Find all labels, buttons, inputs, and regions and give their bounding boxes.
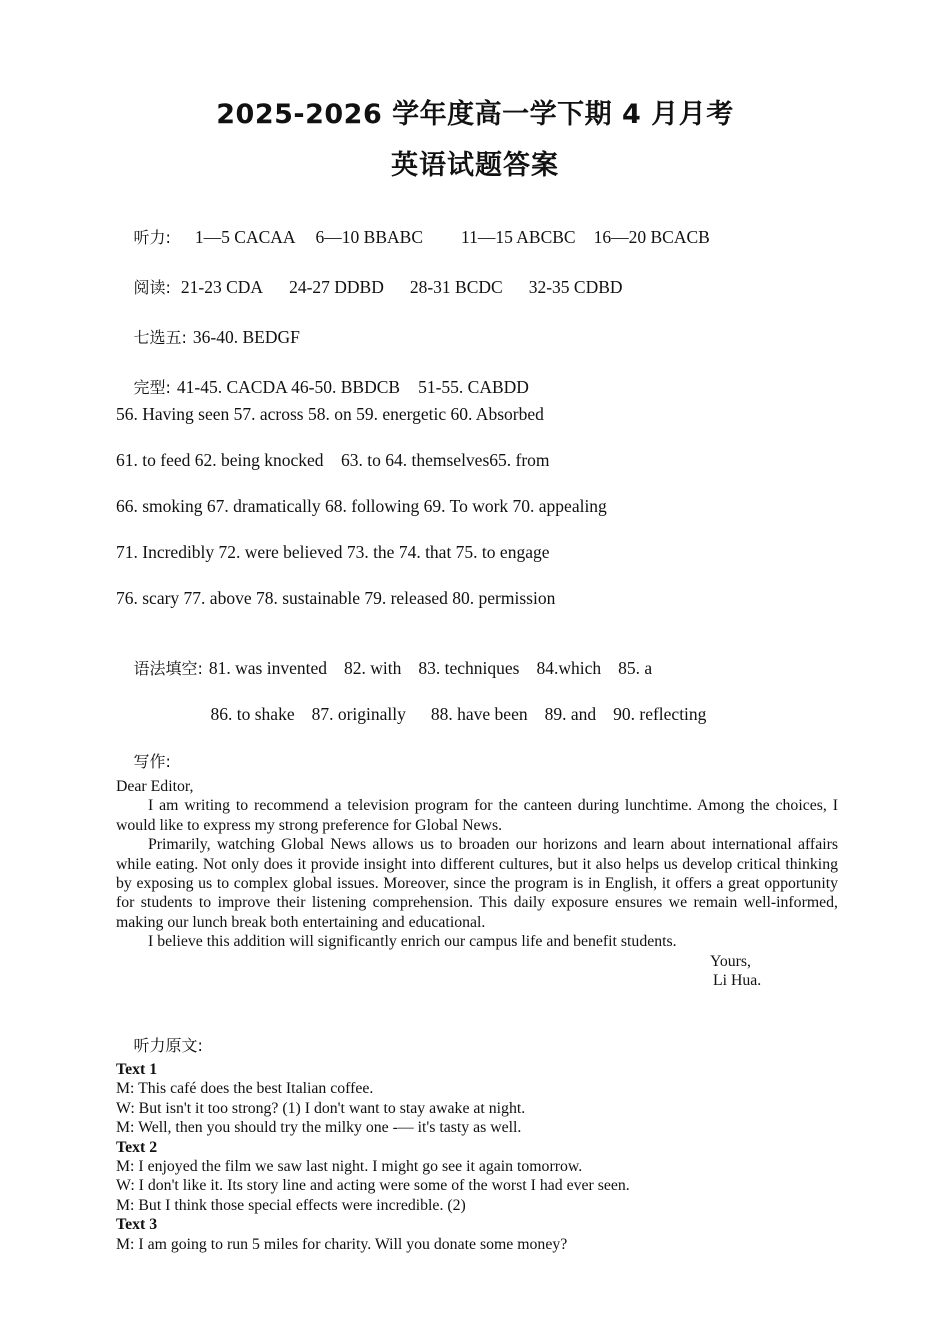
letter-salutation: Dear Editor,	[116, 778, 194, 795]
answer-item: 86. to shake	[210, 704, 295, 724]
answer-group: 11—15 ABCBC	[461, 227, 576, 247]
answer-group: 51-55. CABDD	[418, 377, 529, 397]
fill-answers-line: 71. Incredibly 72. were believed 73. the 74. that 75. to engage	[116, 542, 550, 562]
answer-item: 87. originally	[311, 704, 406, 724]
answer-item: 82. with	[344, 658, 402, 678]
writing-letter	[116, 777, 838, 990]
answer-group: 6—10 BBABC	[315, 227, 423, 247]
listening-label: 听力:	[133, 228, 171, 247]
answer-item: 83. techniques	[418, 658, 520, 678]
fill-answers-line: 61. to feed 62. being knocked 63. to 64. themselves65. from	[116, 450, 550, 470]
grammar-label: 语法填空:	[133, 659, 203, 678]
answer-item: 85. a	[618, 658, 653, 678]
dialogue-line: M: Well, then you should try the milky one -— it's tasty as well.	[116, 1119, 522, 1137]
letter-signature: Li Hua.	[713, 972, 762, 990]
answer-item: 84.which	[536, 658, 602, 678]
answer-group: 24-27 DDBD	[289, 277, 384, 297]
dialogue-line: W: But isn't it too strong? (1) I don't want to stay awake at night.	[116, 1099, 526, 1117]
answer-group: 1—5 CACAA	[194, 227, 296, 247]
reading-label: 阅读:	[133, 278, 171, 297]
letter-paragraph: I believe this addition will significantly enrich our campus life and benefit students.	[148, 933, 677, 951]
answer-group: 36-40. BEDGF	[192, 327, 300, 347]
text-heading: Text 2	[116, 1138, 158, 1156]
answer-group: 41-45. CACDA 46-50. BBDCB	[176, 377, 401, 397]
page-title: 2025-2026 学年度高一学下期 4 月月考	[216, 99, 734, 130]
text-heading: Text 1	[116, 1061, 158, 1078]
answer-group: 32-35 CDBD	[528, 277, 623, 297]
listening-script	[116, 1060, 838, 1254]
dialogue-line: W: I don't like it. Its story line and acting were some of the worst I had ever seen.	[116, 1177, 630, 1195]
answer-item: 81. was invented	[208, 658, 328, 678]
cloze-label: 完型:	[133, 378, 171, 397]
dialogue-line: M: This café does the best Italian coffee.	[116, 1080, 374, 1098]
answer-group: 16—20 BCACB	[593, 227, 710, 247]
page-subtitle: 英语试题答案	[391, 150, 559, 181]
letter-closing: Yours,	[710, 952, 751, 970]
text-heading: Text 3	[116, 1216, 158, 1234]
grammar-answers-row-2	[193, 683, 706, 746]
dialogue-line: M: I enjoyed the film we saw last night. I might go see it again tomorrow.	[116, 1158, 583, 1176]
fill-answers-line: 56. Having seen 57. across 58. on 59. energetic 60. Absorbed	[116, 404, 544, 424]
answer-group: 21-23 CDA	[180, 277, 264, 297]
letter-paragraph: I am writing to recommend a television program for the canteen during lunchtime. Among the choices, I would like to express my strong preference for Global News.	[116, 797, 838, 834]
answer-item: 89. and	[544, 704, 597, 724]
writing-label: 写作:	[133, 752, 171, 771]
answer-item: 88. have been	[430, 704, 528, 724]
answer-group: 28-31 BCDC	[409, 277, 503, 297]
script-label: 听力原文:	[133, 1036, 203, 1055]
letter-paragraph: Primarily, watching Global News allows us to broaden our horizons and learn about international affairs while eating. Not only does it provide insight into different cultures, but it also helps us develop critical thinking by exposing us to complex global issues. Moreover, since the program is in English, it offers a great opportunity for students to improve their listening comprehension. This daily exposure ensures we remain well-informed, making our lunch break both entertaining and educational.	[116, 836, 838, 931]
fill-answers-line: 66. smoking 67. dramatically 68. following 69. To work 70. appealing	[116, 496, 607, 516]
fill-answers-line: 76. scary 77. above 78. sustainable 79. released 80. permission	[116, 588, 556, 608]
dialogue-line: M: I am going to run 5 miles for charity. Will you donate some money?	[116, 1235, 568, 1253]
seven-five-label: 七选五:	[133, 328, 187, 347]
answer-item: 90. reflecting	[613, 704, 707, 724]
dialogue-line: M: But I think those special effects were incredible. (2)	[116, 1196, 466, 1214]
